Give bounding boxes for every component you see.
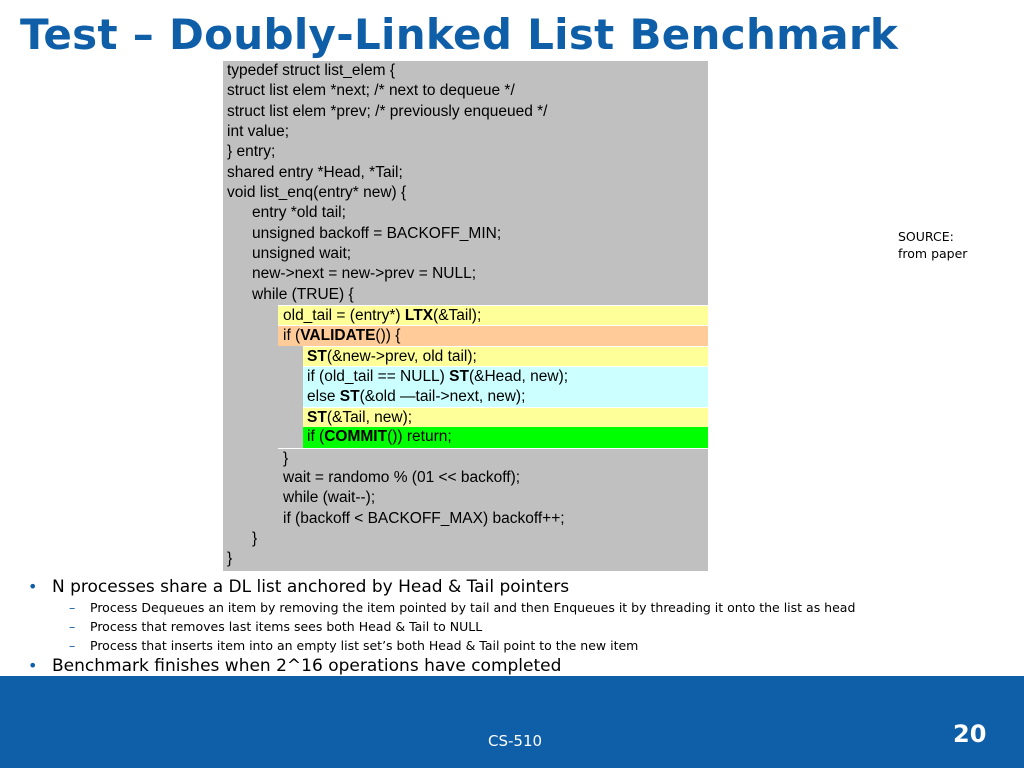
code-listing [223,61,708,571]
code-line [223,488,708,508]
code-line-ltx-highlight [223,305,708,325]
bullet-item [28,655,1008,677]
sub-bullet-text: Process that removes last items sees both Head & Tail to NULL [90,619,483,634]
code-line [223,203,708,223]
code-line [223,529,708,549]
code-text: (&Tail); [433,307,482,325]
code-line [223,224,708,244]
code-line-validate-highlight [223,325,708,345]
code-text: } [227,550,233,568]
dash-icon: – [69,600,76,615]
code-line [223,264,708,284]
footer-bar [0,676,1024,768]
bullet-item [28,576,1008,598]
dash-icon: – [69,638,76,653]
code-text: typedef struct list_elem { [227,62,395,79]
code-text: (&Head, new); [468,368,569,386]
bullet-text: Benchmark finishes when 2^16 operations have completed [52,656,562,676]
code-keyword: ST [449,368,469,386]
page-number: 20 [953,720,987,748]
code-keyword: VALIDATE [300,327,376,345]
code-text: unsigned backoff = BACKOFF_MIN; [252,224,502,242]
sub-bullet-text: Process that inserts item into an empty list set’s both Head & Tail point to the new item [90,638,639,653]
code-line [223,61,708,81]
code-text: } [252,529,258,547]
code-line [223,448,708,468]
bullet-icon: • [28,656,38,675]
code-text: if (backoff < BACKOFF_MAX) backoff++; [283,509,565,527]
bullet-text: N processes share a DL list anchored by Head & Tail pointers [52,577,570,597]
code-line [223,142,708,162]
code-text: unsigned wait; [252,245,352,263]
code-line [223,183,708,203]
code-line [223,244,708,264]
code-text: } entry; [227,143,276,161]
code-text: struct list elem *prev; /* previously enqueued */ [227,102,548,120]
code-line [223,468,708,488]
code-text: (&Tail, new); [326,408,413,426]
code-text: old_tail = (entry*) [283,307,405,325]
code-line-commit-highlight [223,427,708,447]
code-text: if ( [283,327,301,345]
code-text: wait = randomo % (01 << backoff); [283,468,521,486]
code-text: while (wait--); [283,489,376,507]
code-keyword: ST [339,387,360,405]
code-line [223,549,708,569]
code-line [223,122,708,142]
code-keyword: ST [307,408,327,426]
code-text: (&new->prev, old tail); [326,347,477,365]
code-text: (&old —tail->next, new); [359,387,526,405]
code-keyword: COMMIT [324,428,388,446]
code-text: entry *old tail; [252,204,346,222]
code-text: int value; [227,123,290,141]
code-text: } [283,449,289,467]
code-line-st-highlight [223,346,708,366]
code-text: new->next = new->prev = NULL; [252,265,477,283]
code-text: ()) return; [387,428,452,446]
code-line [223,509,708,529]
code-line [223,102,708,122]
code-text: if ( [307,428,325,446]
code-line [223,163,708,183]
code-line-st-head-highlight [223,366,708,386]
footer-course: CS-510 [488,732,543,750]
bullet-icon: • [28,577,38,596]
code-keyword: ST [307,347,327,365]
code-line-st-tail-highlight [223,407,708,427]
sub-bullet-item [28,636,1008,655]
dash-icon: – [69,619,76,634]
code-text: struct list elem *next; /* next to dequeue */ [227,82,515,100]
sub-bullet-item [28,598,1008,617]
code-line-st-else-highlight [223,387,708,407]
code-text: if (old_tail == NULL) [307,368,450,386]
code-text: else [307,387,340,405]
code-text: while (TRUE) { [252,285,354,303]
bullet-list [28,576,1008,677]
source-note: SOURCE: from paper [898,229,968,261]
code-text: ()) { [375,327,401,345]
code-text: void list_enq(entry* new) { [227,184,407,202]
slide-title: Test – Doubly-Linked List Benchmark [20,10,899,59]
code-line [223,81,708,101]
sub-bullet-text: Process Dequeues an item by removing the item pointed by tail and then Enqueues it by threading it onto the list as head [90,600,856,615]
code-text: shared entry *Head, *Tail; [227,163,403,181]
code-keyword: LTX [404,307,434,325]
sub-bullet-item [28,617,1008,636]
code-line [223,285,708,305]
